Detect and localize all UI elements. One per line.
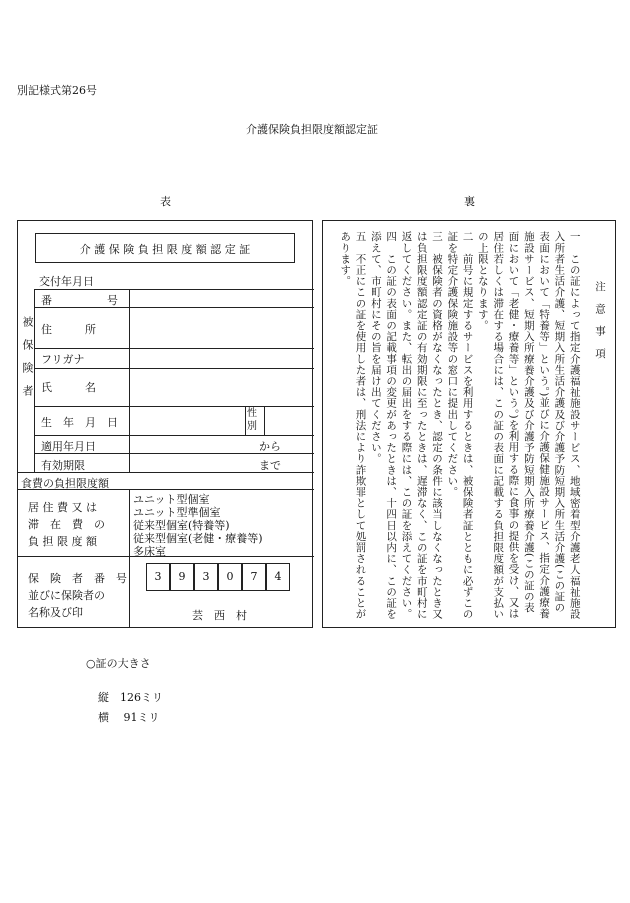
insurer-digit: 0 [218,563,242,591]
expiry-suffix: まで [259,459,281,472]
insurer-name: 芸 西 村 [192,609,247,622]
insurer-digit: 3 [146,563,170,591]
size-heading: ○証の大きさ [86,657,151,670]
note-item-4: 四 この証の表面の記載事項の変更があったときは、十四日以内に、この証を添えて、市町村にその旨を届け出てください。 [369,231,398,620]
certificate-front [17,220,313,628]
insurer-label-3: 名称及び印 [28,606,83,619]
note-item-1: 一 この証によって指定介護福祉施設サービス、地域密着型介護老人福祉施設入所者生活介護、短期入所生活介護及び介護予防短期入所生活介護(この証の表面において「特養等」という。)並びに介護保健施設サービス、指定介護療養施設サービス、短期入所療養介護及び介護予防短期入所療養介護(この証の表面において「老健・療養等」という。)を利用する際に食事の提供を受け、又は居住若しくは滞在する場合には、この証の表面に記載する負担限度額が支払いの上限となります。 [476,231,581,620]
back-side-label: 裏 [464,195,475,208]
front-side-label: 表 [160,195,171,208]
insured-number-label: 番 号 [41,294,118,307]
issue-date-label: 交付年月日 [39,275,94,288]
insurer-number-boxes [146,563,296,591]
form-number: 別記様式第26号 [17,84,97,97]
notes-block [327,231,607,623]
notes-heading: 注 意 事 項 [594,281,606,359]
size-height: 縦 126ミリ [98,691,163,704]
sex-label: 性別 [247,408,257,432]
room-type-multi-bed: 多床室 [133,545,166,558]
birth-date-label: 生 年 月 日 [41,416,118,429]
name-label: 氏 名 [41,381,96,394]
card-title-box [35,233,295,263]
room-type-conventional-tokuyo: 従来型個室(特養等) [133,519,230,532]
note-item-2: 二 前号に規定するサービスを利用するときは、被保険者証とともに必ずこの証を特定介護保険施設等の窓口に提出してください。 [446,231,474,620]
note-item-5: 五 不正にこの証を使用した者は、刑法により詐欺罪として処罰されることがあります。 [339,231,367,620]
insurer-digit: 4 [266,563,290,591]
room-limit-label-3: 負 担 限 度 額 [28,535,97,548]
insurer-label-1: 保 険 者 番 号 [28,572,127,585]
certificate-back [322,220,616,628]
insurer-digit: 3 [194,563,218,591]
insurer-digit: 9 [170,563,194,591]
insurer-label-2: 並びに保険者の [28,589,105,602]
start-date-suffix: から [259,440,281,453]
room-limit-label-1: 居 住 費 又 は [28,501,97,514]
note-item-3: 三 被保険者の資格がなくなったとき、認定の条件に該当しなくなったとき又は負担限度額認定証の有効期限に至ったときは、遅滞なく、この証を市町村に返してください。また、転出の届出をする際には、この証を添えてください。 [400,231,444,620]
address-label: 住 所 [41,323,96,336]
furigana-label: フリガナ [41,353,85,366]
food-limit-label: 食費の負担限度額 [21,477,109,490]
insurer-digit: 7 [242,563,266,591]
room-limit-label-2: 滞 在 費 の [28,518,105,531]
size-width: 横 91ミリ [98,711,160,724]
card-title: 介 護 保 険 負 担 限 度 額 認 定 証 [79,243,251,256]
room-type-conventional-roken: 従来型個室(老健・療養等) [133,532,263,545]
room-type-unit-private: ユニット型個室 [133,493,210,506]
document-title: 介護保険負担限度額認定証 [246,123,378,136]
room-type-unit-semi-private: ユニット型準個室 [133,506,221,519]
insured-group-label: 被保険者 [21,316,34,408]
expiry-label: 有効期限 [41,459,85,472]
start-date-label: 適用年月日 [41,440,96,453]
